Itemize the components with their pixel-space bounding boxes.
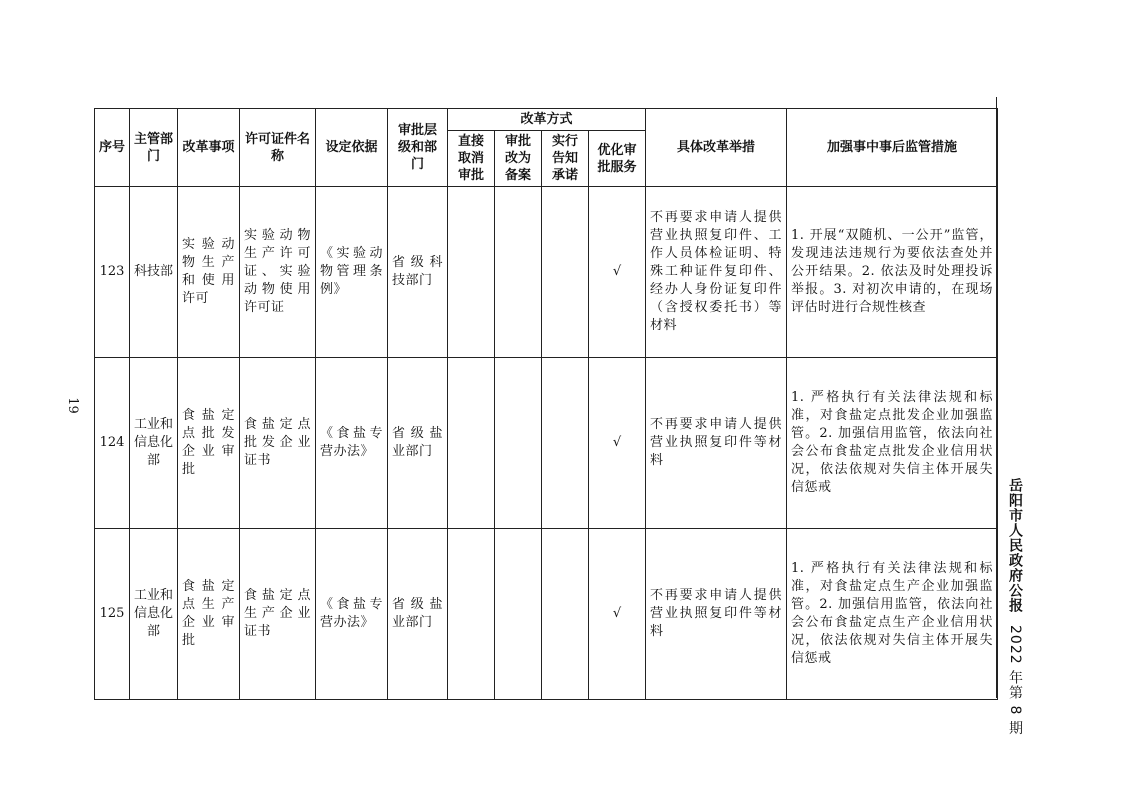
header-license: 许可证件名称 — [240, 109, 316, 187]
cell-method-filing — [495, 358, 542, 529]
header-supervision: 加强事中事后监管措施 — [787, 109, 998, 187]
cell-method-commitment — [542, 529, 589, 700]
cell-method-optimize: √ — [589, 529, 646, 700]
header-method-commitment: 实行告知承诺 — [542, 131, 589, 187]
header-item: 改革事项 — [178, 109, 240, 187]
cell-license: 食盐定点批发企业证书 — [240, 358, 316, 529]
cell-level: 省级盐业部门 — [388, 358, 448, 529]
cell-method-commitment — [542, 358, 589, 529]
header-row-1 — [95, 109, 998, 131]
cell-dept: 工业和信息化部 — [130, 529, 178, 700]
cell-method-optimize: √ — [589, 358, 646, 529]
cell-level: 省级科技部门 — [388, 187, 448, 358]
header-measures: 具体改革举措 — [646, 109, 787, 187]
header-level: 审批层级和部门 — [388, 109, 448, 187]
cell-license: 实验动物生产许可证、实验动物使用许可证 — [240, 187, 316, 358]
cell-method-filing — [495, 187, 542, 358]
cell-method-cancel — [448, 187, 495, 358]
cell-supervision: 1. 开展“双随机、一公开”监管，发现违法违规行为要依法查处并公开结果。2. 依法及时处理投诉举报。3. 对初次申请的，在现场评估时进行合规性核查 — [787, 187, 998, 358]
cell-basis: 《食盐专营办法》 — [316, 358, 388, 529]
cell-seq: 124 — [95, 358, 130, 529]
cell-dept: 工业和信息化部 — [130, 358, 178, 529]
header-method-filing: 审批改为备案 — [495, 131, 542, 187]
cell-supervision: 1. 严格执行有关法律法规和标准，对食盐定点生产企业加强监管。2. 加强信用监管，依法向社会公布食盐定点生产企业信用状况，依法依规对失信主体开展失信惩戒 — [787, 529, 998, 700]
header-method-optimize: 优化审批服务 — [589, 131, 646, 187]
cell-method-filing — [495, 529, 542, 700]
cell-supervision: 1. 严格执行有关法律法规和标准，对食盐定点批发企业加强监管。2. 加强信用监管，依法向社会公布食盐定点批发企业信用状况，依法依规对失信主体开展失信惩戒 — [787, 358, 998, 529]
cell-method-commitment — [542, 187, 589, 358]
header-seq: 序号 — [95, 109, 130, 187]
cell-level: 省级盐业部门 — [388, 529, 448, 700]
cell-basis: 《食盐专营办法》 — [316, 529, 388, 700]
cell-measures: 不再要求申请人提供营业执照复印件等材料 — [646, 358, 787, 529]
cell-dept: 科技部 — [130, 187, 178, 358]
cell-measures: 不再要求申请人提供营业执照复印件等材料 — [646, 529, 787, 700]
reform-table — [94, 108, 998, 700]
cell-method-cancel — [448, 529, 495, 700]
table-row — [95, 529, 998, 700]
side-header — [1003, 478, 1025, 736]
page-number: 19 — [64, 397, 80, 414]
cell-measures: 不再要求申请人提供营业执照复印件、工作人员体检证明、特殊工种证件复印件、经办人身份证复印件（含授权委托书）等材料 — [646, 187, 787, 358]
cell-item: 实验动物生产和使用许可 — [178, 187, 240, 358]
header-basis: 设定依据 — [316, 109, 388, 187]
gazette-title: 岳阳市人民政府公报 — [1007, 478, 1023, 613]
table-row — [95, 358, 998, 529]
cell-item: 食盐定点生产企业审批 — [178, 529, 240, 700]
cell-item: 食盐定点批发企业审批 — [178, 358, 240, 529]
header-dept: 主管部门 — [130, 109, 178, 187]
gazette-issue: 2022 年第 8 期 — [1007, 625, 1023, 736]
cell-basis: 《实验动物管理条例》 — [316, 187, 388, 358]
header-method-group: 改革方式 — [448, 109, 646, 131]
cell-seq: 125 — [95, 529, 130, 700]
cell-license: 食盐定点生产企业证书 — [240, 529, 316, 700]
cell-seq: 123 — [95, 187, 130, 358]
cell-method-cancel — [448, 358, 495, 529]
table-row — [95, 187, 998, 358]
cell-method-optimize: √ — [589, 187, 646, 358]
header-method-cancel: 直接取消审批 — [448, 131, 495, 187]
